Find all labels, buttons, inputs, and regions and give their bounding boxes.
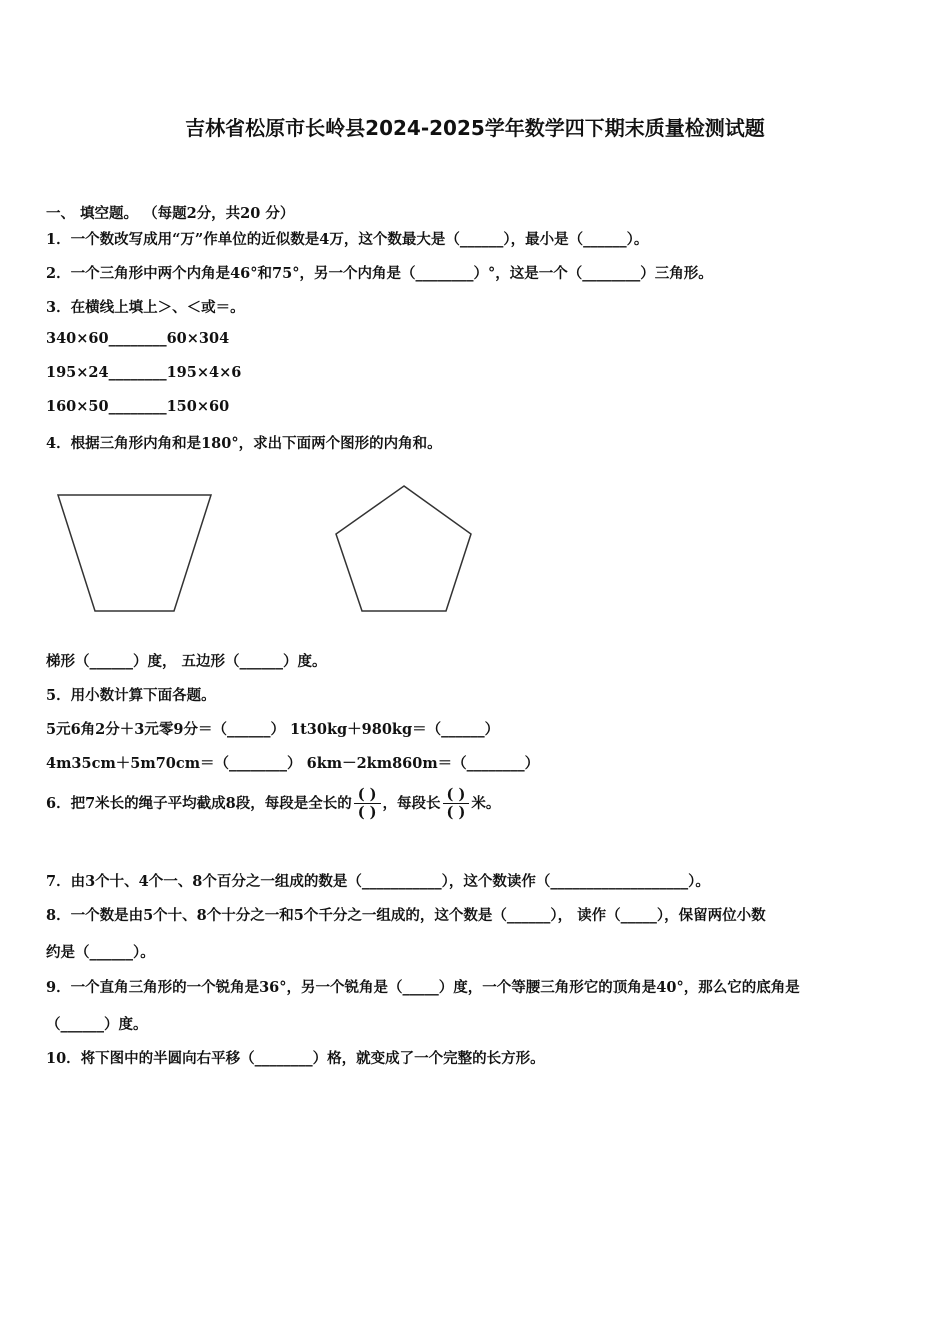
- question-1: 1．一个数改写成用“万”作单位的近似数是4万，这个数最大是（______），最小是（______）。: [46, 231, 649, 248]
- question-6: [46, 786, 500, 822]
- question-3-item-b: 195×24________195×4×6: [46, 364, 242, 381]
- question-3-item-c: 160×50________150×60: [46, 398, 230, 415]
- question-9-line-1: 9．一个直角三角形的一个锐角是36°，另一个锐角是（_____）度，一个等腰三角形它的顶角是40°，那么它的底角是: [46, 979, 800, 996]
- fraction-blank-2: [443, 786, 470, 822]
- question-7: 7．由3个十、4个一、8个百分之一组成的数是（___________），这个数读作（___________________）。: [46, 873, 710, 890]
- section-heading: 一、 填空题。 （每题2分，共20 分）: [46, 205, 295, 222]
- question-8-line-1: 8．一个数是由5个十、8个十分之一和5个千分之一组成的，这个数是（______）， 读作（_____），保留两位小数: [46, 907, 766, 924]
- fraction-numerator: ( ): [443, 786, 470, 804]
- question-5-row-b: 4m35cm＋5m70cm＝（________） 6km－2km860m＝（________）: [46, 755, 540, 772]
- question-4-answer: 梯形（______）度， 五边形（______）度。: [46, 653, 327, 670]
- question-4: 4．根据三角形内角和是180°，求出下面两个图形的内角和。: [46, 435, 442, 452]
- fraction-numerator: ( ): [354, 786, 381, 804]
- question-2: 2．一个三角形中两个内角是46°和75°，另一个内角是（________）°，这是一个（________）三角形。: [46, 265, 713, 282]
- fraction-denominator: ( ): [357, 804, 377, 822]
- question-6-part2: ，每段长: [382, 794, 441, 812]
- question-10: 10．将下图中的半圆向右平移（________）格，就变成了一个完整的长方形。: [46, 1050, 545, 1067]
- question-6-part3: 米。: [471, 794, 501, 812]
- trapezoid-figure: [58, 495, 211, 611]
- question-8-line-2: 约是（______）。: [46, 944, 155, 961]
- fraction-blank-1: [354, 786, 381, 822]
- question-9-line-2: （______）度。: [46, 1016, 148, 1033]
- question-5-row-a: 5元6角2分＋3元零9分＝（______） 1t30kg＋980kg＝（______）: [46, 721, 500, 738]
- question-5: 5．用小数计算下面各题。: [46, 687, 216, 704]
- pentagon-figure: [336, 486, 471, 611]
- question-3: 3．在横线上填上＞、＜或＝。: [46, 299, 245, 316]
- question-3-item-a: 340×60________60×304: [46, 330, 230, 347]
- fraction-denominator: ( ): [446, 804, 466, 822]
- shape-figures: [0, 470, 950, 620]
- page-title: 吉林省松原市长岭县2024-2025学年数学四下期末质量检测试题: [185, 116, 765, 140]
- question-6-part1: 6．把7米长的绳子平均截成8段，每段是全长的: [46, 794, 352, 812]
